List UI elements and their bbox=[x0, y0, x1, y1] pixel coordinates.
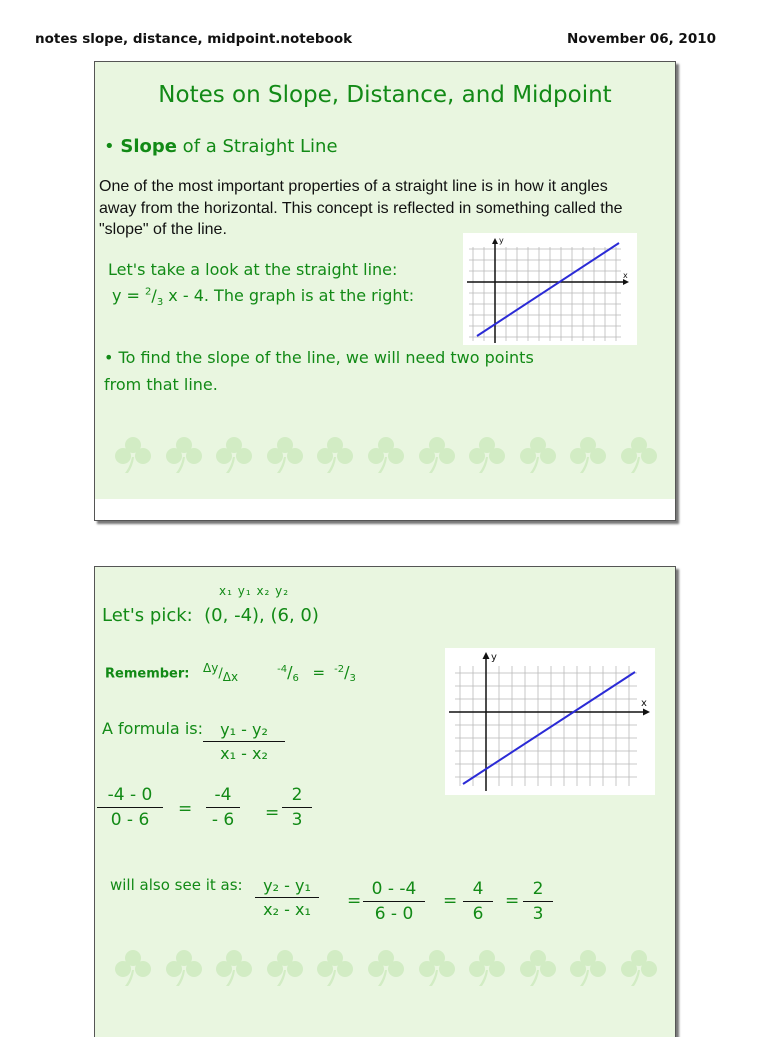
formula-label: A formula is: bbox=[102, 719, 203, 738]
pick-prefix: Let's pick: bbox=[102, 605, 193, 626]
y-axis-label: y bbox=[491, 652, 497, 663]
slide-2 bbox=[95, 567, 675, 1037]
document-date: November 06, 2010 bbox=[567, 31, 716, 47]
also-fraction-1 bbox=[255, 876, 319, 919]
calc-fraction-1 bbox=[97, 785, 163, 830]
equation-line bbox=[112, 286, 414, 308]
clover-icon bbox=[263, 948, 307, 988]
equals-sign: = bbox=[178, 799, 193, 819]
remember-denominator-2: 3 bbox=[349, 672, 356, 684]
remember-numerator-2: -2 bbox=[334, 664, 345, 675]
clover-icon bbox=[364, 435, 408, 475]
also-fraction-3 bbox=[463, 879, 493, 924]
plotted-line bbox=[477, 243, 619, 336]
graph-grid bbox=[455, 666, 637, 786]
fraction-bar bbox=[203, 741, 285, 742]
x-axis-label: x bbox=[623, 271, 628, 280]
fraction-numerator: 0 - -4 bbox=[371, 879, 417, 899]
fraction-denominator: x₂ - x₁ bbox=[263, 900, 311, 919]
delta-x: Δx bbox=[222, 669, 239, 684]
calc-fraction-2 bbox=[206, 785, 240, 830]
fraction-denominator: x₁ - x₂ bbox=[220, 744, 268, 763]
find-slope-line-1: • To find the slope of the line, we will need two points bbox=[104, 348, 534, 367]
line-graph-1 bbox=[463, 233, 637, 345]
clover-icon bbox=[465, 948, 509, 988]
slope-heading-rest: of a Straight Line bbox=[176, 136, 338, 157]
plotted-line bbox=[463, 672, 635, 784]
pick-points-line bbox=[102, 605, 319, 626]
line-graph-2 bbox=[445, 648, 655, 795]
fraction-denominator: 0 - 6 bbox=[110, 810, 150, 830]
y-axis-arrow bbox=[483, 652, 490, 659]
pick-points: (0, -4), (6, 0) bbox=[204, 605, 319, 626]
equals-sign: = bbox=[443, 891, 458, 911]
remember-slash-2: / bbox=[344, 662, 350, 682]
fraction-denominator: 3 bbox=[291, 810, 303, 830]
remember-denominator: 6 bbox=[292, 672, 299, 684]
calc-fraction-3 bbox=[282, 785, 312, 830]
clover-icon bbox=[162, 948, 206, 988]
clover-icon bbox=[111, 435, 155, 475]
y-axis-arrow bbox=[492, 238, 498, 244]
clover-decoration-row bbox=[111, 948, 661, 988]
slope-heading bbox=[104, 136, 338, 157]
clover-icon bbox=[364, 948, 408, 988]
clover-icon bbox=[617, 948, 661, 988]
remember-slash: / bbox=[287, 662, 293, 682]
notebook-page-1 bbox=[94, 61, 676, 521]
clover-icon bbox=[313, 435, 357, 475]
delta-slash: / bbox=[218, 666, 223, 682]
clover-icon bbox=[516, 948, 560, 988]
equals-sign: = bbox=[347, 891, 362, 911]
slope-word: Slope bbox=[120, 136, 177, 157]
equals-sign: = bbox=[265, 803, 280, 823]
fraction-bar bbox=[206, 807, 240, 808]
slide-1 bbox=[95, 62, 675, 499]
clover-icon bbox=[465, 435, 509, 475]
also-fraction-2 bbox=[363, 879, 425, 924]
remember-equals: = bbox=[312, 663, 326, 682]
fraction-numerator: -4 bbox=[214, 785, 232, 805]
x-axis-arrow bbox=[643, 709, 650, 716]
equals-sign: = bbox=[505, 891, 520, 911]
fraction-numerator: y₁ - y₂ bbox=[220, 720, 268, 739]
fraction-bar bbox=[523, 901, 553, 902]
x-axis-label: x bbox=[641, 698, 647, 709]
clover-icon bbox=[566, 435, 610, 475]
fraction-denominator: - 6 bbox=[211, 810, 235, 830]
look-line: Let's take a look at the straight line: bbox=[108, 260, 398, 279]
clover-icon bbox=[212, 948, 256, 988]
remember-numerator: -4 bbox=[277, 664, 288, 675]
clover-icon bbox=[415, 435, 459, 475]
equation-suffix: x - 4. The graph is at the right: bbox=[163, 286, 415, 305]
fraction-numerator: 2 bbox=[532, 879, 544, 899]
y-axis-label: y bbox=[499, 236, 504, 245]
find-slope-line-2: from that line. bbox=[104, 375, 218, 394]
remember-label: Remember: bbox=[105, 666, 190, 682]
equation-prefix: y = bbox=[112, 286, 146, 305]
remember-line bbox=[105, 661, 356, 684]
clover-icon bbox=[111, 948, 155, 988]
fraction-numerator: 2 bbox=[291, 785, 303, 805]
fraction-denominator: 6 bbox=[472, 904, 484, 924]
clover-icon bbox=[162, 435, 206, 475]
formula-fraction bbox=[203, 720, 285, 763]
clover-icon bbox=[415, 948, 459, 988]
clover-icon bbox=[566, 948, 610, 988]
clover-icon bbox=[313, 948, 357, 988]
fraction-bar bbox=[97, 807, 163, 808]
equation-numerator: 2 bbox=[145, 286, 152, 298]
clover-icon bbox=[516, 435, 560, 475]
clover-icon bbox=[212, 435, 256, 475]
also-fraction-4 bbox=[523, 879, 553, 924]
equation-slash: / bbox=[151, 286, 157, 305]
fraction-numerator: y₂ - y₁ bbox=[263, 876, 311, 895]
fraction-denominator: 6 - 0 bbox=[374, 904, 414, 924]
fraction-bar bbox=[255, 897, 319, 898]
clover-icon bbox=[617, 435, 661, 475]
page-title: Notes on Slope, Distance, and Midpoint bbox=[158, 82, 612, 108]
clover-icon bbox=[263, 435, 307, 475]
fraction-numerator: -4 - 0 bbox=[107, 785, 153, 805]
point-labels: x₁ y₁ x₂ y₂ bbox=[219, 584, 290, 598]
bullet-mark: • bbox=[104, 136, 115, 157]
clover-decoration-row bbox=[111, 435, 661, 475]
fraction-numerator: 4 bbox=[472, 879, 484, 899]
fraction-denominator: 3 bbox=[532, 904, 544, 924]
equation-denominator: 3 bbox=[156, 297, 164, 309]
fraction-bar bbox=[463, 901, 493, 902]
document-filename: notes slope, distance, midpoint.notebook bbox=[35, 31, 353, 47]
delta-y: Δy bbox=[203, 661, 219, 675]
notebook-page-2 bbox=[94, 566, 676, 1037]
fraction-bar bbox=[282, 807, 312, 808]
intro-paragraph: One of the most important properties of a straight line is in how it angles away from the horizontal. This concept is reflected in something called the "slope" of the line. bbox=[99, 178, 623, 238]
fraction-bar bbox=[363, 901, 425, 902]
also-label: will also see it as: bbox=[110, 876, 243, 894]
